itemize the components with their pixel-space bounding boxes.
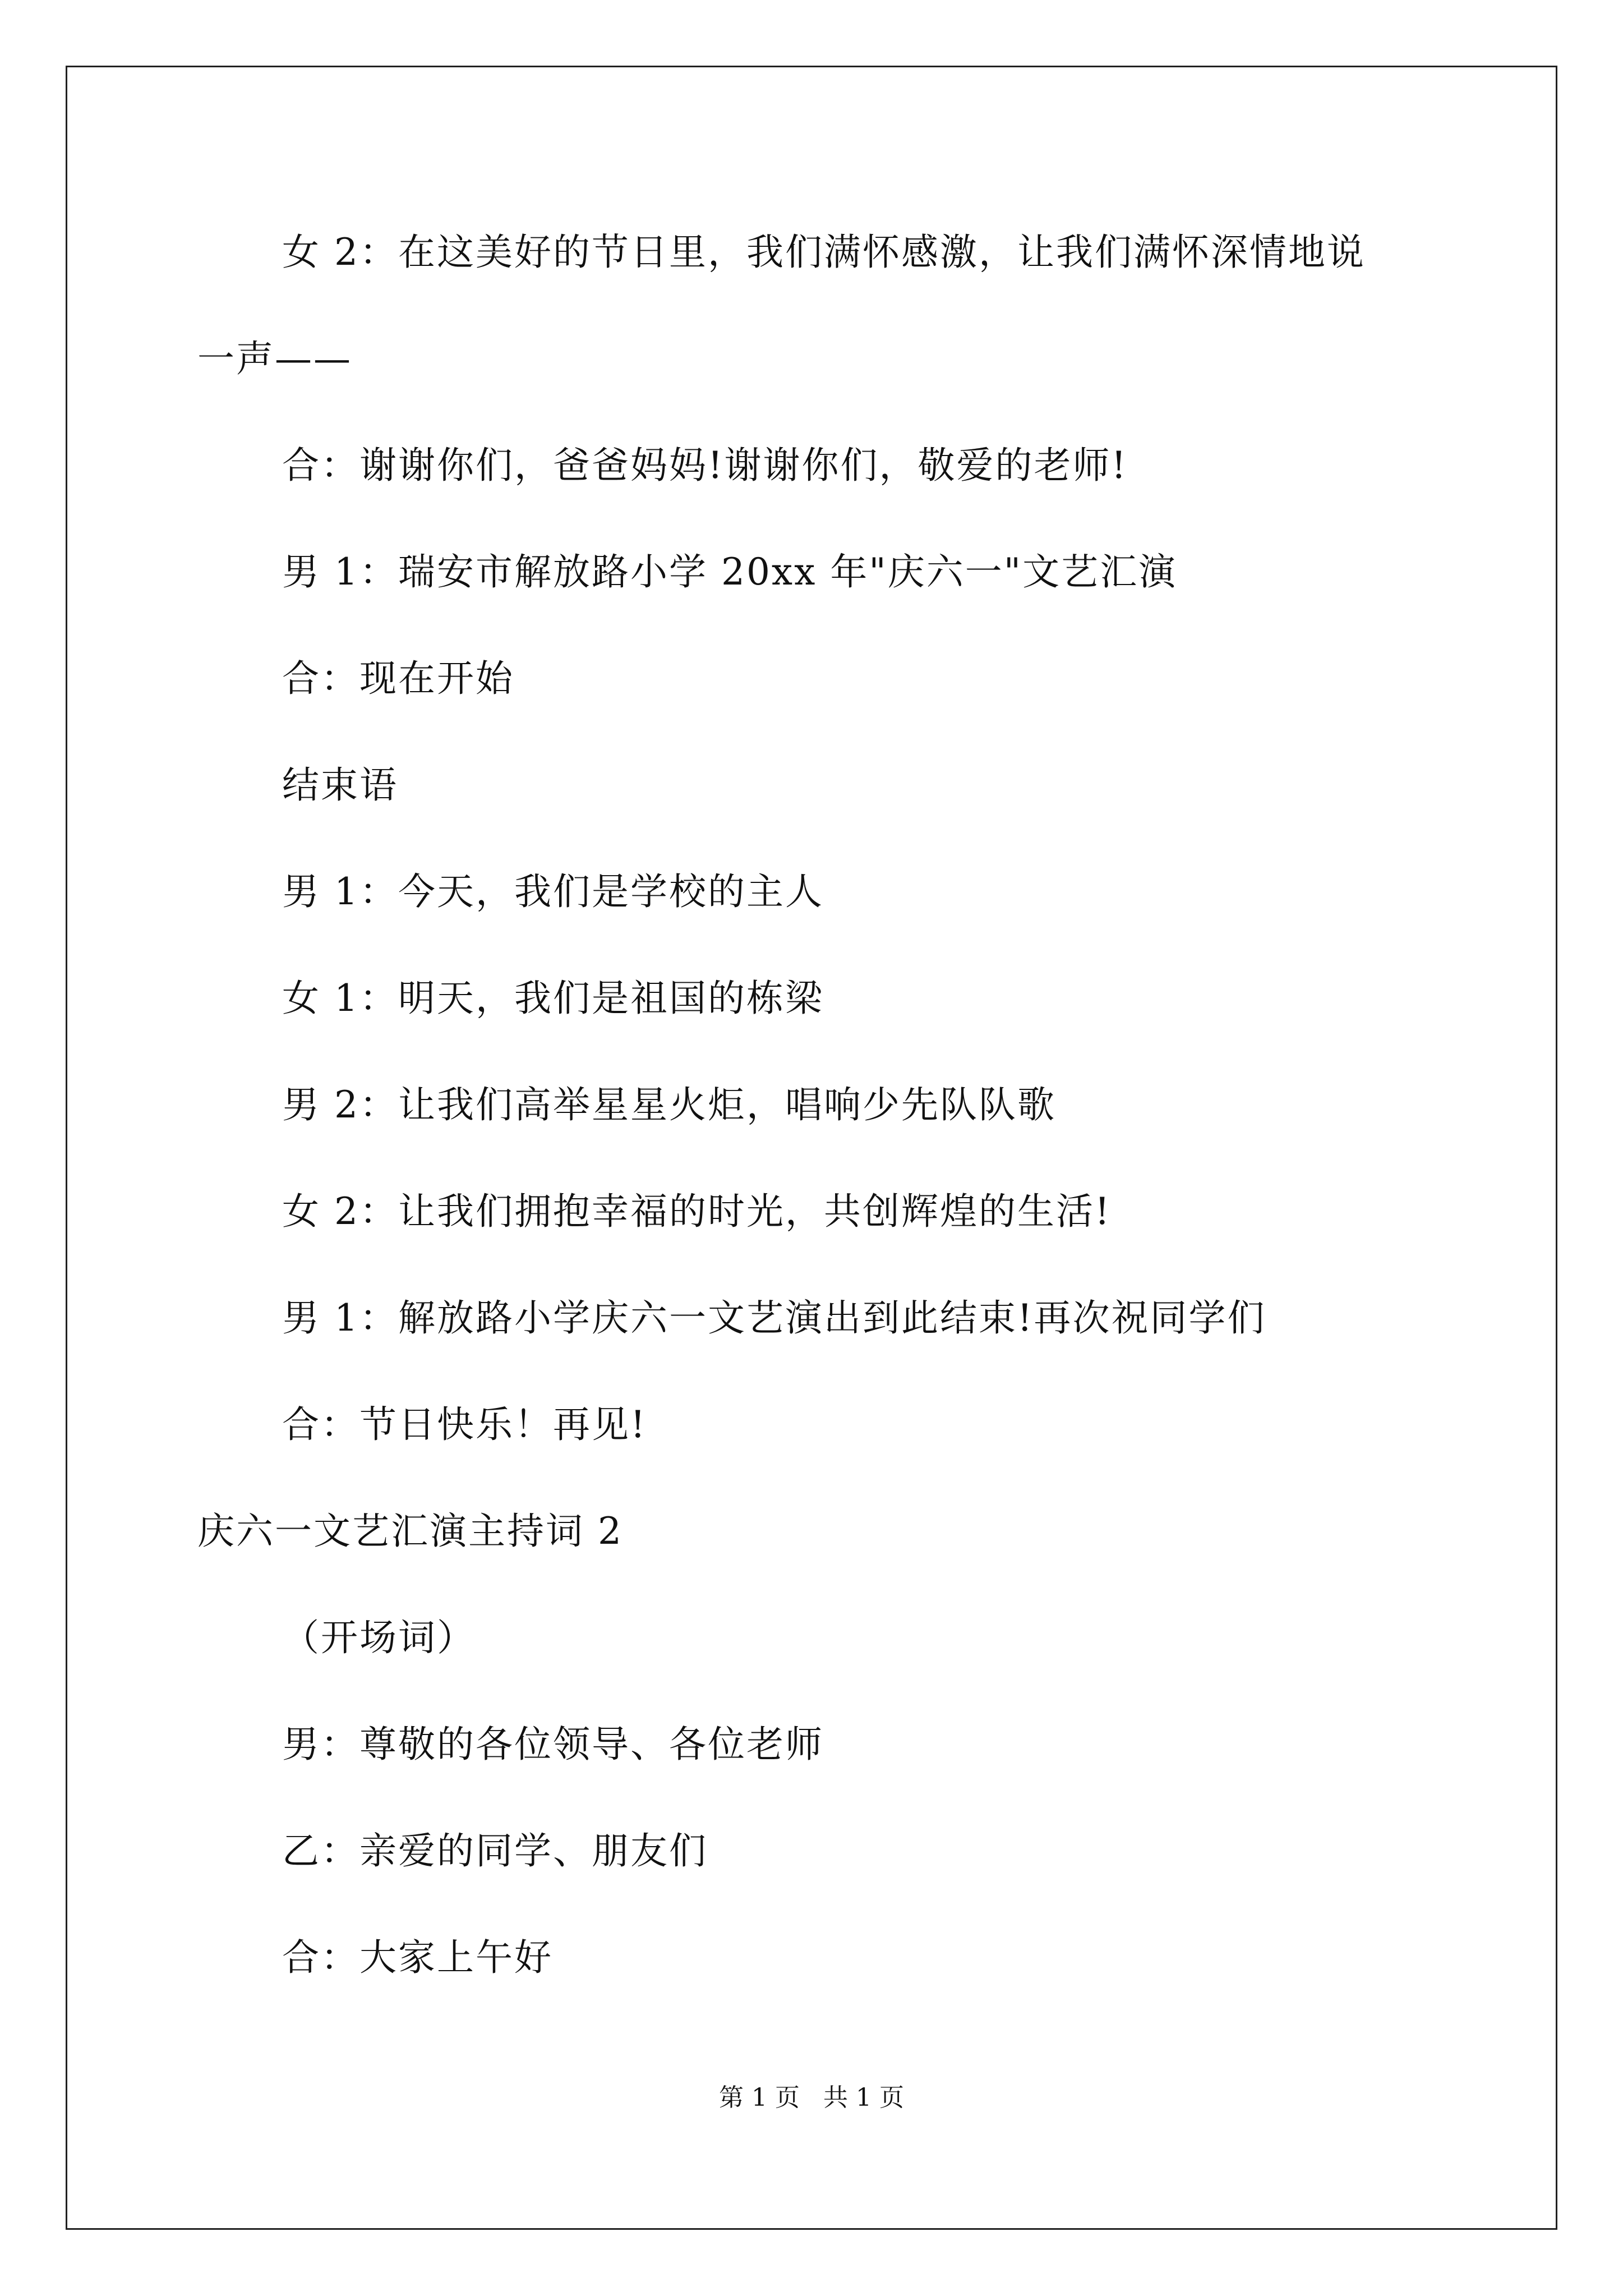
text-line: 女 2：让我们拥抱幸福的时光，共创辉煌的生活!: [282, 1190, 1112, 1233]
text-line: 女 2：在这美好的节日里，我们满怀感激，让我们满怀深情地说: [282, 231, 1366, 274]
page-number-footer: 第 1 页 共 1 页: [719, 2083, 904, 2112]
text-line: 合：现在开始: [282, 657, 514, 700]
text-line: 合：节日快乐！再见!: [282, 1403, 647, 1446]
text-line: 合：谢谢你们，爸爸妈妈!谢谢你们，敬爱的老师!: [282, 444, 1128, 487]
document-title: 庆六一文艺汇演主持词 2: [197, 1510, 623, 1553]
text-line: 男 1：解放路小学庆六一文艺演出到此结束!再次祝同学们: [282, 1296, 1266, 1340]
section-heading: 结束语: [282, 763, 398, 807]
text-line: 女 1：明天，我们是祖国的栋梁: [282, 977, 824, 1020]
section-heading: （开场词）: [282, 1616, 476, 1659]
page-border: [66, 66, 1557, 2230]
text-line: 男：尊敬的各位领导、各位老师: [282, 1723, 824, 1766]
text-line: 男 1：瑞安市解放路小学 20xx 年"庆六一"文艺汇演: [282, 550, 1178, 593]
text-line: 乙：亲爱的同学、朋友们: [282, 1829, 708, 1872]
text-line: 男 2：让我们高举星星火炬，唱响少先队队歌: [282, 1083, 1056, 1126]
text-line: 一声——: [197, 337, 352, 380]
text-line: 合：大家上午好: [282, 1936, 553, 1979]
text-line: 男 1：今天，我们是学校的主人: [282, 870, 824, 913]
